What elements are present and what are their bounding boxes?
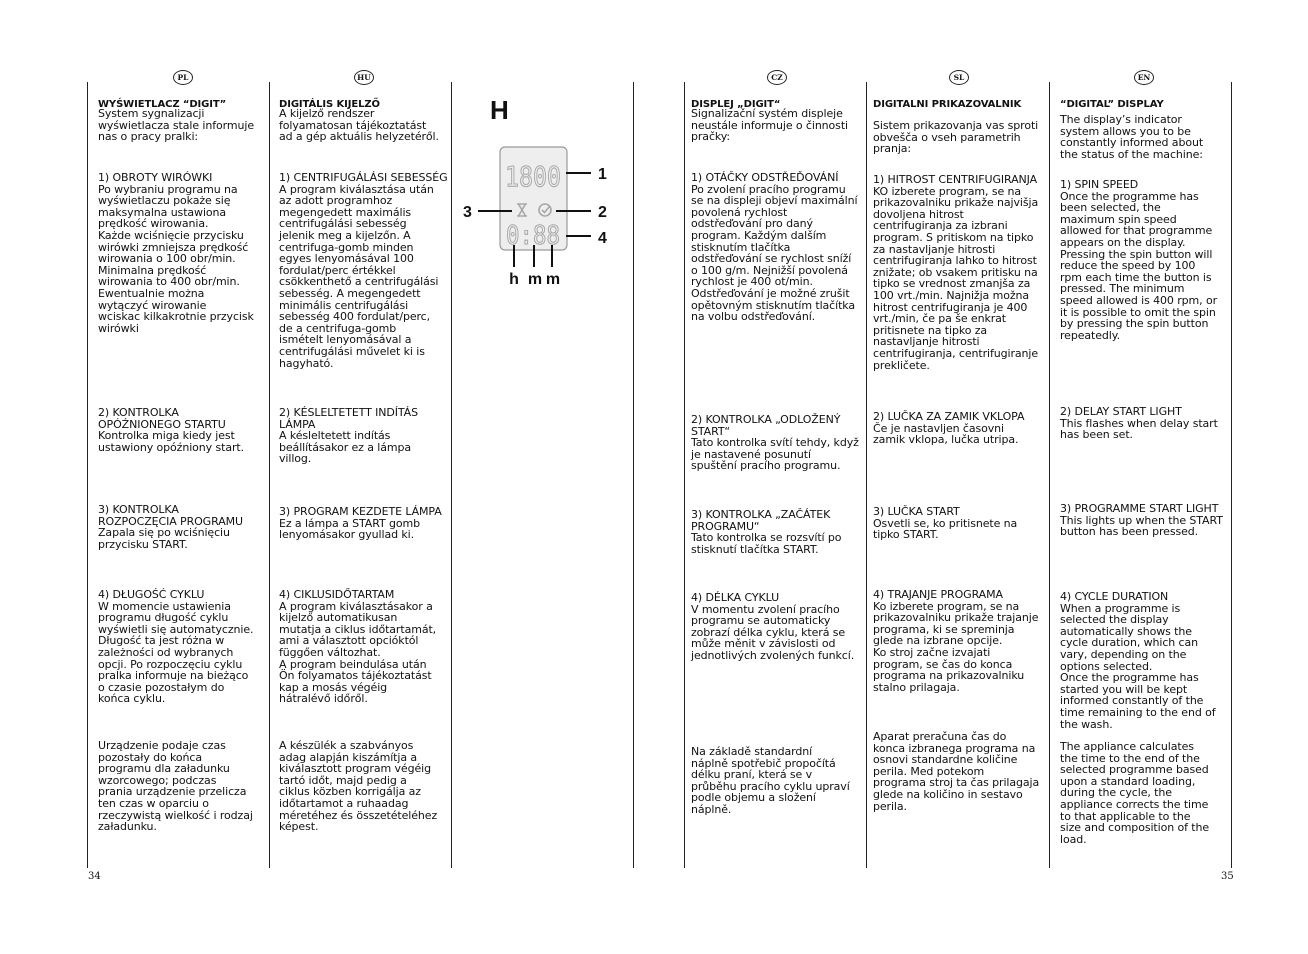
column-pl xyxy=(98,70,268,870)
column-divider xyxy=(866,82,867,868)
section-time-calculation: The appliance calculates the time to the end of the selected programme based upon a standard loading, during the cycle, the appliance corrects the time to that applicable to the size and composition of the load. xyxy=(1060,740,1210,846)
display-diagram-graphic xyxy=(460,95,630,295)
cycle-duration-readout: 0:88 xyxy=(506,221,560,251)
section-delay-start: 2) KONTROLKA „ODLOŽENÝ START“ Tato kontrolka svítí tehdy, když je nastavené posunutí spuštění pracího programu. xyxy=(691,413,859,473)
column-cz xyxy=(691,70,863,870)
section-programme-start: 3) KONTROLKA ROZPOCZĘCIA PROGRAMU Zapala się po wciśnięciu przycisku START. xyxy=(98,503,243,551)
section-time-calculation: Na základě standardní náplně spotřebič propočítá délku praní, která se v průběhu pracího cyklu upraví podle objemu a složení náplně. xyxy=(691,745,850,816)
page-number-right: 35 xyxy=(1221,871,1234,882)
section-time-calculation: Urządzenie podaje czas pozostały do końca programu dla załadunku wzorcowego; podczas prania urządzenie przelicza ten czas w oparciu o rzeczywistą wielkość i rodzaj załadunku. xyxy=(98,739,253,834)
callout-2: 2 xyxy=(598,204,607,221)
section-delay-start: 2) KONTROLKA OPÓŹNIONEGO STARTU Kontrolka miga kiedy jest ustawiony opóźniony start. xyxy=(98,406,244,454)
label-hours: h xyxy=(509,271,519,288)
intro-paragraph: The display’s indicator system allows you to be constantly informed about the status of the machine: xyxy=(1060,113,1204,161)
section-cycle-duration: 4) CIKLUSIDŐTARTAM A program kiválasztásakor a kijelző automatikusan mutatja a ciklus időtartamát, ami a választott opcióktól függően változhat. A program beindulása után Ön folyamatos tájékoztatást kap a mosás végéig hátralévő időről. xyxy=(279,588,437,706)
label-minutes-units: m xyxy=(545,271,561,288)
column-heading: “DIGITAL” DISPLAY xyxy=(1060,99,1164,110)
language-flag-pl: PL xyxy=(173,70,193,85)
section-time-calculation: A készülék a szabványos adag alapján kiszámítja a kiválasztott program végéig tartó időt, majd pedig a ciklus közben korrigálja az időtartamot a ruhaadag méretéhez és összetételéhez képest. xyxy=(279,739,438,834)
figure-letter: H xyxy=(490,95,509,125)
section-delay-start: 2) LUČKA ZA ZAMIK VKLOPA Če je nastavljen časovni zamik vklopa, lučka utripa. xyxy=(873,410,1025,447)
page-gutter-divider xyxy=(633,82,634,868)
section-cycle-duration: 4) DŁUGOŚĆ CYKLU W momencie ustawienia programu długość cyklu wyświetli się automatycznie. Długość ta jest różna w zależności od wybranych opcji. Po rozpoczęciu cyklu pralka informuje na bieżąco o czasie pozostałym do końca cyklu. xyxy=(98,588,254,706)
section-cycle-duration: 4) CYCLE DURATION When a programme is selected the display automatically shows the cycle duration, which can vary, depending on the options selected. Once the programme has started you will be kept informed constantly of the time remaining to the end of the wash. xyxy=(1060,590,1216,731)
section-programme-start: 3) LUČKA START Osvetli se, ko pritisnete na tipko START. xyxy=(873,505,1018,542)
spin-speed-readout: 1800 xyxy=(505,160,561,193)
column-divider xyxy=(87,82,88,868)
callout-3: 3 xyxy=(463,204,472,221)
section-spin-speed: 1) CENTRIFUGÁLÁSI SEBESSÉG A program kiválasztása után az adott programhoz megengedett maximális centrifugálási sebesség jelenik meg a kijelzőn. A centrifuga-gomb minden egyes lenyomásával 100 fordulat/perc értékkel csökkenthető a centrifugálási sebesség. A megengedett minimális centrifugálási sebesség 400 fordulat/perc, de a centrifuga-gomb ismételt lenyomásával a centrifugálási művelet ki is hagyható. xyxy=(279,171,448,370)
intro-paragraph: Sistem prikazovanja vas sproti obvešča o vseh parametrih pranja: xyxy=(873,119,1039,156)
callout-1: 1 xyxy=(598,166,607,183)
intro-paragraph: A kijelző rendszer folyamatosan tájékoztatást ad a gép aktuális helyzetéről. xyxy=(279,107,439,144)
language-flag-sl: SL xyxy=(949,70,969,85)
section-spin-speed: 1) HITROST CENTRIFUGIRANJA KO izberete program, se na prikazovalniku prikaže najvišja dovoljena hitrost centrifugiranja za izbrani program. S pritiskom na tipko za nastavljanje hitrosti centrifugiranja lahko to hitrost znižate; ob vsakem pritisku na tipko se vrednost zmanjša za 100 vrt./min. Najnižja možna hitrost centrifugiranja je 400 vrt./min, če pa še enkrat pritisnete na tipko za nastavljanje hitrosti centrifugiranja, centrifugiranje prekličete. xyxy=(873,173,1039,372)
language-flag-cz: CZ xyxy=(767,70,787,85)
section-delay-start: 2) KÉSLELTETETT INDÍTÁS LÁMPA A késleltetett indítás beállításakor ez a lámpa villog. xyxy=(279,406,418,466)
section-programme-start: 3) KONTROLKA „ZAČÁTEK PROGRAMU“ Tato kontrolka se rozsvítí po stisknutí tlačítka START. xyxy=(691,508,842,556)
column-hu xyxy=(279,70,449,870)
section-spin-speed: 1) OBROTY WIRÓWKI Po wybraniu programu na wyświetlaczu pokaże się maksymalna ustawiona prędkość wirowania. Każde wciśnięcie przycisku wirówki zmniejsza prędkość wirowania o 100 obr/min. Minimalna prędkość wirowania to 400 obr/min. Ewentualnie można wytączyć wirowanie wciskac kilkakrotnie przycisk wirówki xyxy=(98,171,254,335)
section-time-calculation: Aparat preračuna čas do konca izbranega programa na osnovi standardne količine perila. Med potekom programa stroj ta čas prilagaja glede na količino in sestavo perila. xyxy=(873,730,1040,813)
column-divider xyxy=(1049,82,1050,868)
column-divider xyxy=(451,82,452,868)
language-flag-hu: HU xyxy=(354,70,374,85)
column-heading: DIGITALNI PRIKAZOVALNIK xyxy=(873,99,1022,110)
column-sl xyxy=(873,70,1045,870)
section-spin-speed: 1) SPIN SPEED Once the programme has been selected, the maximum spin speed allowed for that programme appears on the display. Pressing the spin button will reduce the speed by 100 rpm each time the button is pressed. The minimum speed allowed is 400 rpm, or it is possible to omit the spin by pressing the spin button repeatedly. xyxy=(1060,178,1217,342)
display-diagram xyxy=(460,95,630,295)
section-programme-start: 3) PROGRAMME START LIGHT This lights up when the START button has been pressed. xyxy=(1060,502,1223,539)
callout-4: 4 xyxy=(598,230,607,247)
column-heading: DISPLEJ „DIGIT“ xyxy=(691,99,781,110)
column-heading: DIGITÁLIS KIJELZŐ xyxy=(279,99,380,110)
page-number-left: 34 xyxy=(88,871,101,882)
column-divider xyxy=(269,82,270,868)
intro-paragraph: Signalizační systém displeje neustále informuje o činnosti pračky: xyxy=(691,107,848,144)
intro-paragraph: System sygnalizacji wyświetlacza stale informuje nas o pracy pralki: xyxy=(98,107,255,144)
section-cycle-duration: 4) DÉLKA CYKLU V momentu zvolení pracího programu se automaticky zobrazí délka cyklu, která se může měnit v závislosti od jednotlivých zvolených funkcí. xyxy=(691,591,855,662)
section-programme-start: 3) PROGRAM KEZDETE LÁMPA Ez a lámpa a START gomb lenyomásakor gyullad ki. xyxy=(279,505,442,542)
language-flag-en: EN xyxy=(1134,70,1154,85)
label-minutes-tens: m xyxy=(527,271,543,288)
section-cycle-duration: 4) TRAJANJE PROGRAMA Ko izberete program, se na prikazovalniku prikaže trajanje programa, ki se spreminja glede na izbrane opcije. Ko stroj začne izvajati program, se čas do konca programa na prikazovalniku stalno prilagaja. xyxy=(873,588,1039,694)
section-delay-start: 2) DELAY START LIGHT This flashes when delay start has been set. xyxy=(1060,405,1218,442)
column-en xyxy=(1060,70,1228,870)
column-divider xyxy=(1231,82,1232,868)
section-spin-speed: 1) OTÁČKY ODSTŘEĎOVÁNÍ Po zvolení pracího programu se na displeji objeví maximální povolená rychlost odstřeďování pro daný program. Každým dalším stisknutím tlačítka odstřeďování se rychlost sníží o 100 g/m. Nejnižší povolená rychlost je 400 ot/min. Odstřeďování je možné zrušit opětovným stisknutím tlačítka na volbu odstřeďování. xyxy=(691,171,858,324)
column-divider xyxy=(684,82,685,868)
column-heading: WYŚWIETLACZ “DIGIT” xyxy=(98,99,227,110)
